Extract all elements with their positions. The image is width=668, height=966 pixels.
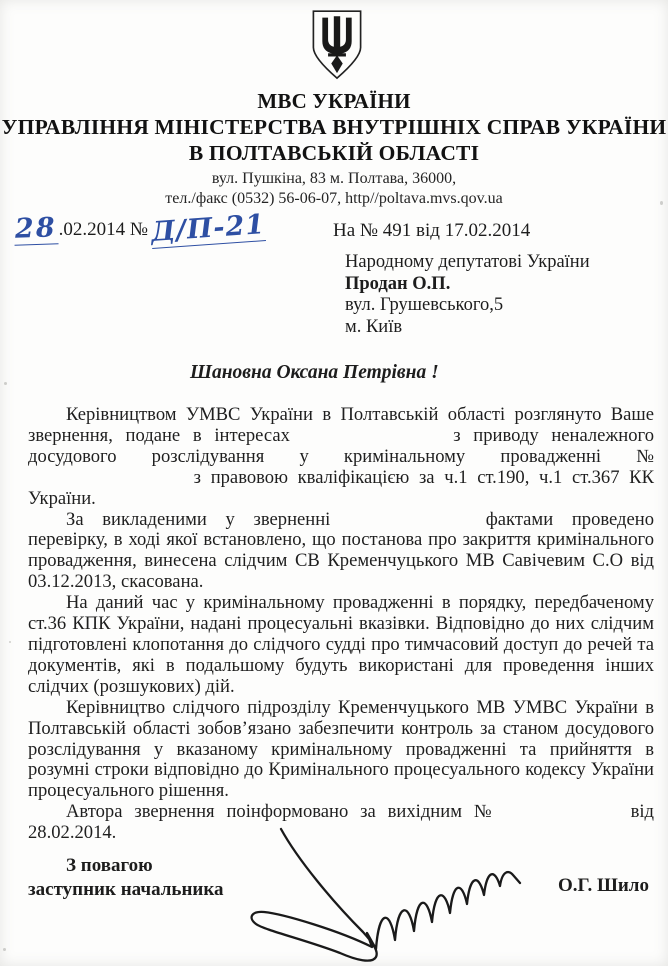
paragraph: Керівництво слідчого підрозділу Кременчуцького МВ УМВС України в Полтавській області зобов’язано забезпечити контроль за станом досудового розслідування у вказаному кримінальному провадженні та прийняття в розумні строки відповідно до Кримінального процесуального кодексу України процесуального рішення. [28,696,654,802]
letterhead [0,88,668,166]
org-region: В ПОЛТАВСЬКІЙ ОБЛАСТІ [188,141,480,165]
recipient-title: Народному депутатові України [345,252,590,272]
org-name-short: МВС УКРАЇНИ [257,89,411,113]
handwritten-day: 28 [14,212,58,245]
body-paragraphs [28,405,654,844]
recipient-name: Продан О.П. [345,273,451,294]
paragraph: На даний час у кримінальному провадженні в порядку, передбаченому ст.36 КПК України, надані процесуальні вказівки. Відповідно до них слідчим підготовлені клопотання до слідчого судді про тимчасовий доступ до речей та документів, які в подальшому будуть використані для проведення інших слідчих (розшукових) дій. [28,592,654,697]
scan-speck [4,382,7,385]
paragraph: Автора звернення поінформовано за вихідним № від 28.02.2014. [28,801,654,844]
org-address-line2: тел./факс (0532) 56-06-07, http//poltava.mvs.qov.ua [165,190,503,207]
signer-name: О.Г. Шило [558,875,649,896]
outgoing-reference [14,209,267,248]
signoff-respectfully: З повагою [66,855,153,876]
org-address [0,169,668,209]
org-address-line1: вул. Пушкіна, 83 м. Полтава, 36000, [211,170,457,187]
recipient-city: м. Київ [345,316,403,337]
ukraine-trident-emblem [304,8,370,82]
paragraph: Керівництвом УМВС України в Полтавській області розглянуто Ваше звернення, подане в інтересах з приводу неналежного досудового розслідування у кримінальному провадженні № з правовою кваліфікацією за ч.1 ст.190, ч.1 ст.367 КК України. [28,404,654,509]
scan-speck [9,641,11,643]
blank-space [349,524,467,525]
paragraph: За викладеними у зверненні фактами проведено перевірку, в ході якої встановлено, що постанова про закриття кримінального провадження, винесена слідчим СВ Кременчуцького МВ Савічевим С.О від 03.12.2013, скасована. [28,508,655,593]
org-name-full: УПРАВЛІННЯ МІНІСТЕРСТВА ВНУТРІШНІХ СПРАВ УКРАЇНИ [1,115,667,139]
blank-space [28,482,184,483]
handwritten-doc-number: Д/П-21 [149,209,267,248]
scan-speck [3,948,6,951]
recipient-block [345,252,590,338]
reply-to-reference: На № 491 від 17.02.2014 [333,220,531,241]
blank-space [303,440,441,441]
handwritten-signature [248,812,548,966]
printed-date-part: .02.2014 № [58,219,148,240]
signoff-position: заступник начальника [28,879,224,900]
recipient-street: вул. Грушевського,5 [345,295,504,315]
salutation: Шановна Оксана Петрівна ! [190,362,439,383]
scan-speck [660,201,663,205]
